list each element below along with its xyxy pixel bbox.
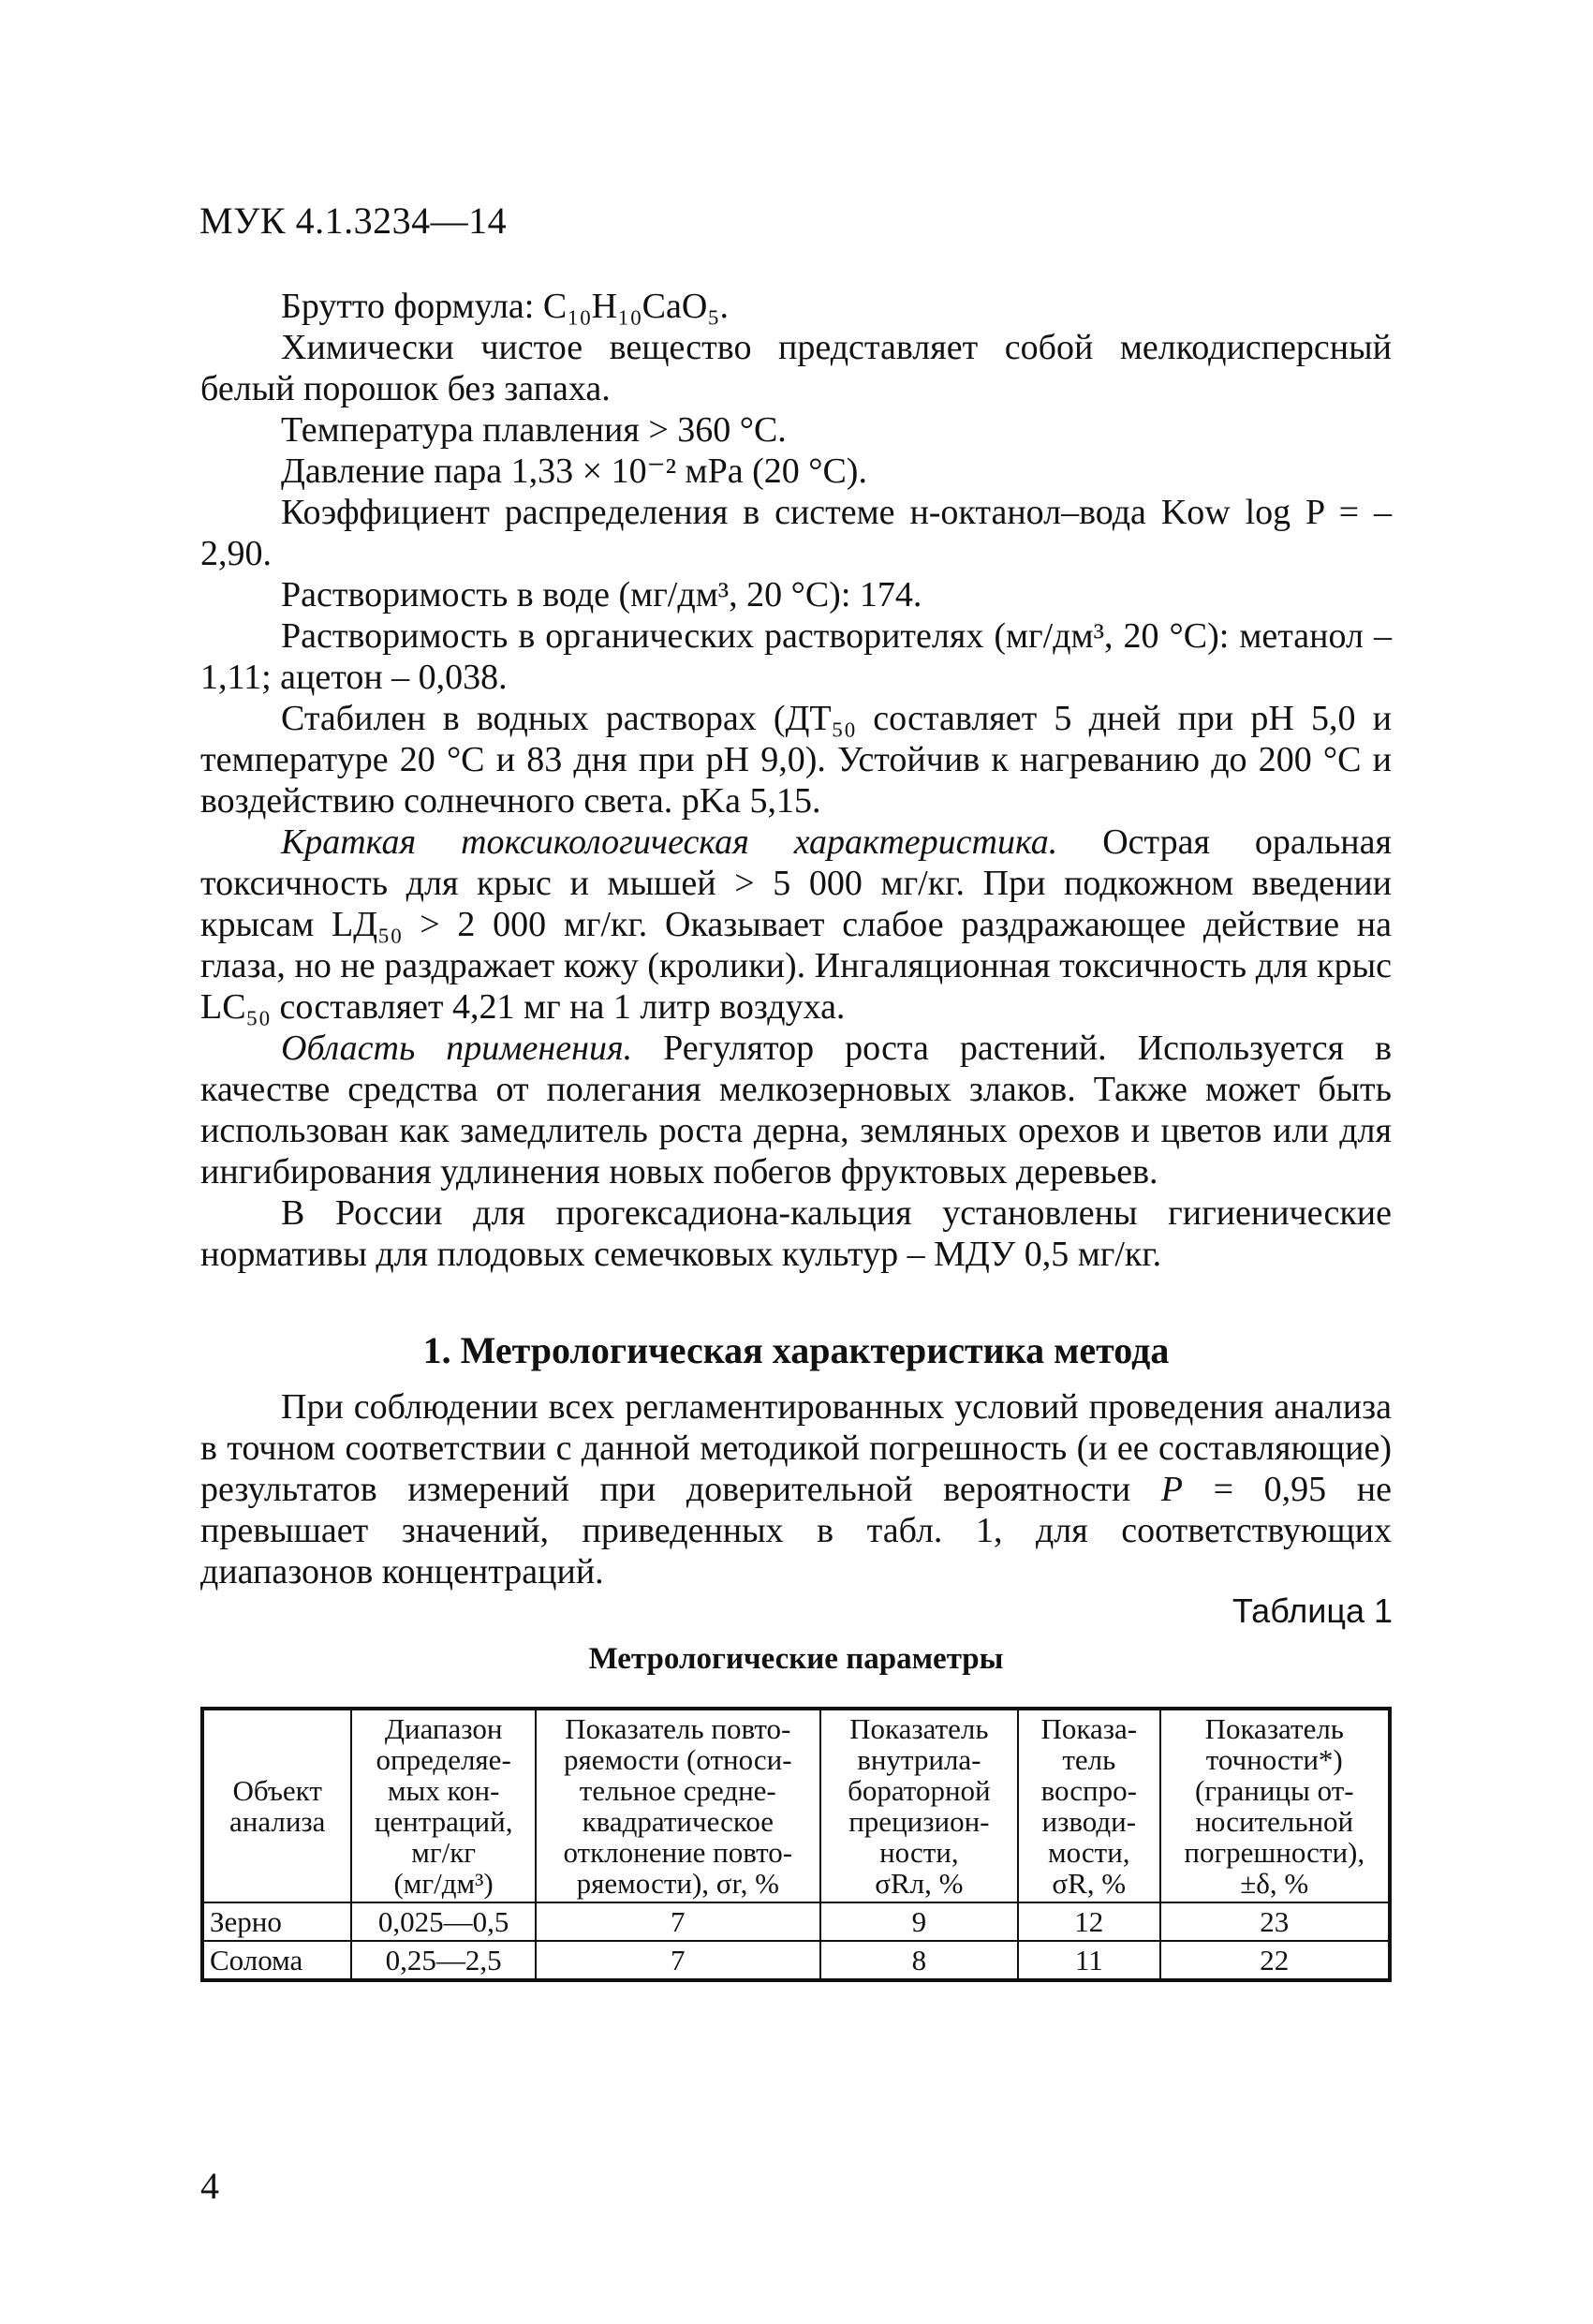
table-cell: 0,25—2,5 [351,1941,535,1980]
paragraph-vapor-pressure: Давление пара 1,33 × 10⁻² мРа (20 °С). [281,451,867,491]
table-cell: Зерно [202,1902,351,1941]
header-cell-range: Диапазон определяе- мых кон- центраций, мг/кг (мг/дм³) [351,1709,535,1902]
table-cell: 8 [820,1941,1018,1980]
substance-description [200,286,1392,1275]
table-row [202,1902,1390,1941]
metrology-text-start: При соблюдении всех регламентированных условий проведения анализа в точном соответствии с данной методикой погрешность (и ее составляющие) результатов измерений при доверительной вероятности [200,1387,1392,1509]
paragraph-russia-norms: В России для прогексадиона-кальция установлены гигиенические нормативы для плодовых семечковых культур – МДУ 0,5 мг/кг. [200,1193,1392,1274]
paragraph-application [200,1028,1392,1192]
probability-symbol: P [1160,1470,1184,1509]
header-cell-object: Объект анализа [202,1709,351,1902]
table-cell: 7 [536,1941,820,1980]
table-cell: 7 [536,1902,820,1941]
metrology-text-end: = 0,95 не превышает значений, приведенных в табл. 1, для соответствующих диапазонов концентраций. [200,1470,1392,1591]
table-cell: 0,025—0,5 [351,1902,535,1941]
application-text: Регулятор роста растений. Используется в качестве средства от полегания мелкозерновых злаков. Также может быть использован как замедлитель роста дерна, земляных орехов и цветов или для ингибирования удлинения новых побегов фруктовых деревьев. [200,1029,1393,1192]
page-number: 4 [200,2165,219,2207]
header-cell-reproducibility: Показа- тель воспро- изводи- мости, σR, % [1018,1709,1159,1902]
toxicology-heading: Краткая токсикологическая характеристика. [281,822,1058,862]
table-cell: 11 [1018,1941,1159,1980]
header-cell-repeatability: Показатель повто- ряемости (относи- тельное средне- квадратическое отклонение повто- ряемости), σr, % [536,1709,820,1902]
table-title: Метрологические параметры [588,1642,1004,1676]
paragraph-partition-coefficient: Коэффициент распределения в системе н-октанол–вода Kow log P = –2,90. [200,493,1392,573]
table-cell: Солома [202,1941,351,1980]
paragraph-formula: Брутто формула: C₁₀H₁₀CaO₅. [281,287,730,326]
table-cell: 22 [1160,1941,1390,1980]
document-code: МУК 4.1.3234—14 [199,200,508,242]
paragraph-water-solubility: Растворимость в воде (мг/дм³, 20 °С): 174. [281,575,922,614]
application-heading: Область применения. [281,1029,633,1068]
table-header-row [202,1709,1390,1902]
paragraph-melting-point: Температура плавления > 360 °С. [281,410,787,450]
metrology-table [200,1707,1392,1982]
table-cell: 9 [820,1902,1018,1941]
table-cell: 12 [1018,1902,1159,1941]
metrology-paragraph [200,1386,1392,1592]
table-cell: 23 [1160,1902,1390,1941]
paragraph-organic-solubility: Растворимость в органических растворителях (мг/дм³, 20 °С): метанол – 1,11; ацетон – 0,038. [200,616,1392,697]
paragraph-stability: Стабилен в водных растворах (ДТ₅₀ составляет 5 дней при pH 5,0 и температуре 20 °С и 83 дня при pH 9,0). Устойчив к нагреванию до 200 °С и воздействию солнечного света. pKa 5,15. [200,699,1392,821]
header-cell-accuracy: Показатель точности*) (границы от- носительной погрешности), ±δ, % [1160,1709,1390,1902]
section-title: 1. Метрологическая характеристика метода [422,1329,1170,1371]
header-cell-intralab-precision: Показатель внутрила- бораторной прецизион- ности, σRл, % [820,1709,1018,1902]
paragraph-appearance: Химически чистое вещество представляет собой мелкодисперсный белый порошок без запаха. [200,328,1392,408]
section-paragraph [200,1386,1392,1592]
paragraph-toxicology [200,822,1392,1028]
toxicology-text: Острая оральная токсичность для крыс и мышей > 5 000 мг/кг. При подкожном введении крысам LД₅₀ > 2 000 мг/кг. Оказывает слабое раздражающее действие на глаза, но не раздражает кожу (кролики). Ингаляционная токсичность для крыс LC₅₀ составляет 4,21 мг на 1 литр воздуха. [200,822,1392,1027]
table-label: Таблица 1 [1232,1591,1393,1630]
table-row [202,1941,1390,1980]
